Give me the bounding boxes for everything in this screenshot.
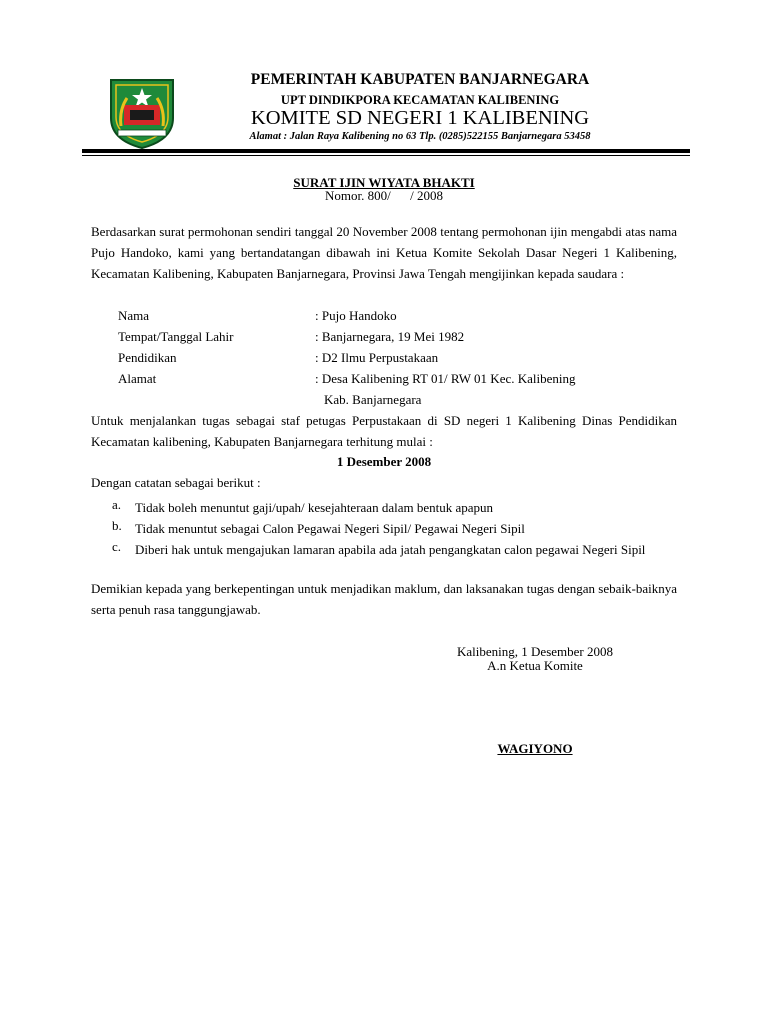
signature-place-date: Kalibening, 1 Desember 2008 xyxy=(457,644,613,659)
letterhead-institution: KOMITE SD NEGERI 1 KALIBENING xyxy=(250,107,590,129)
signature-name: WAGIYONO xyxy=(497,741,573,756)
field-value-name: : Pujo Handoko xyxy=(315,308,397,323)
letter-number: Nomor. 800/ / 2008 xyxy=(324,188,444,203)
regency-crest-logo xyxy=(105,74,179,150)
field-label-name: Nama xyxy=(118,308,150,323)
field-value-address: : Desa Kalibening RT 01/ RW 01 Kec. Kalibening xyxy=(315,371,576,386)
letterhead-divider-thin xyxy=(82,155,690,156)
letterhead-address: Alamat : Jalan Raya Kalibening no 63 Tlp. (0285)522155 Banjarnegara 53458 xyxy=(249,131,591,142)
note-marker-a: a. xyxy=(112,497,122,512)
field-label-birth: Tempat/Tanggal Lahir xyxy=(118,329,234,344)
letterhead-department: UPT DINDIKPORA KECAMATAN KALIBENING xyxy=(280,93,560,107)
field-label-address: Alamat xyxy=(118,371,157,386)
letterhead-government: PEMERINTAH KABUPATEN BANJARNEGARA xyxy=(250,71,590,88)
note-text-a: Tidak boleh menuntut gaji/upah/ kesejahteraan dalam bentuk apapun xyxy=(135,500,494,515)
note-text-b: Tidak menuntut sebagai Calon Pegawai Negeri Sipil/ Pegawai Negeri Sipil xyxy=(135,521,525,536)
field-value-address-continuation: Kab. Banjarnegara xyxy=(324,392,422,407)
field-label-education: Pendidikan xyxy=(118,350,177,365)
note-marker-b: b. xyxy=(112,518,122,533)
note-marker-c: c. xyxy=(112,539,122,554)
start-date: 1 Desember 2008 xyxy=(336,454,432,469)
field-value-birth: : Banjarnegara, 19 Mei 1982 xyxy=(315,329,465,344)
task-paragraph: Untuk menjalankan tugas sebagai staf petugas Perpustakaan di SD negeri 1 Kalibening Dinas Pendidikan Kecamatan kalibening, Kabupaten Banjarnegara terhitung mulai : xyxy=(91,413,677,449)
note-text-c: Diberi hak untuk mengajukan lamaran apabila ada jatah pengangkatan calon pegawai Negeri Sipil xyxy=(135,542,646,557)
field-value-education: : D2 Ilmu Perpustakaan xyxy=(315,350,439,365)
opening-paragraph: Berdasarkan surat permohonan sendiri tanggal 20 November 2008 tentang permohonan ijin mengabdi atas nama Pujo Handoko, kami yang bertandatangan dibawah ini Ketua Komite Sekolah Dasar Negeri 1 Kalibening, Kecamatan Kalibening, Kabupaten Banjarnegara, Provinsi Jawa Tengah mengijinkan kepada saudara : xyxy=(91,224,677,281)
letter-title: SURAT IJIN WIYATA BHAKTI xyxy=(293,175,475,190)
letterhead-divider-thick xyxy=(82,149,690,153)
closing-paragraph: Demikian kepada yang berkepentingan untuk menjadikan maklum, dan laksanakan tugas dengan sebaik-baiknya serta penuh rasa tanggungjawab. xyxy=(91,581,677,617)
notes-intro: Dengan catatan sebagai berikut : xyxy=(91,475,261,490)
signature-role: A.n Ketua Komite xyxy=(487,658,583,673)
